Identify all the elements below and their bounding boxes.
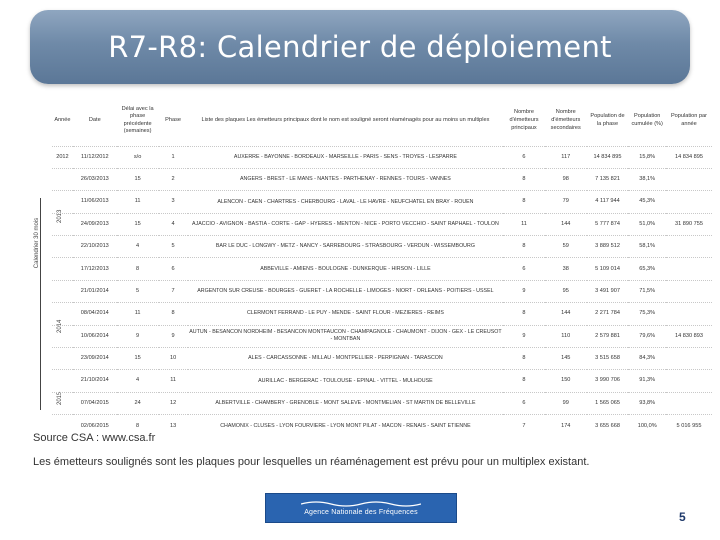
table-row — [52, 146, 712, 168]
side-bracket — [40, 198, 41, 410]
cell-annee — [52, 168, 73, 190]
cell-phase: 4 — [159, 213, 188, 235]
cell-delai: 15 — [117, 348, 159, 370]
cell-population-annee — [666, 191, 712, 213]
cell-population-cumulee: 15,8% — [628, 146, 666, 168]
cell-population-cumulee: 91,3% — [628, 370, 666, 392]
table-row — [52, 370, 712, 392]
cell-nb-secondaires: 79 — [545, 191, 587, 213]
cell-plaques: ABBEVILLE - AMIENS - BOULOGNE - DUNKERQUE - HIRSON - LILLE — [188, 258, 503, 280]
cell-population-cumulee: 75,3% — [628, 303, 666, 325]
cell-annee — [52, 280, 73, 302]
cell-nb-secondaires: 144 — [545, 213, 587, 235]
header-population-phase: Population de la phase — [590, 113, 625, 127]
cell-population-annee: 14 830 893 — [666, 325, 712, 347]
cell-population-cumulee: 38,1% — [628, 168, 666, 190]
cell-population-phase: 3 655 668 — [587, 415, 629, 437]
cell-delai: 9 — [117, 325, 159, 347]
cell-population-phase: 2 271 784 — [587, 303, 629, 325]
cell-nb-principaux: 8 — [503, 303, 545, 325]
cell-population-annee: 14 834 895 — [666, 146, 712, 168]
cell-delai: 11 — [117, 191, 159, 213]
cell-phase: 2 — [159, 168, 188, 190]
cell-nb-secondaires: 174 — [545, 415, 587, 437]
cell-population-phase: 3 491 907 — [587, 280, 629, 302]
header-nb-principaux: Nombre d'émetteurs principaux — [509, 109, 539, 131]
cell-annee — [52, 370, 73, 392]
cell-population-cumulee: 79,6% — [628, 325, 666, 347]
cell-phase: 13 — [159, 415, 188, 437]
year-label-2015: 2015 — [57, 391, 63, 405]
header-population-annee: Population par année — [670, 113, 708, 127]
cell-population-phase: 3 515 658 — [587, 348, 629, 370]
cell-population-cumulee: 51,0% — [628, 213, 666, 235]
cell-nb-secondaires: 117 — [545, 146, 587, 168]
cell-annee — [52, 213, 73, 235]
cell-date: 17/12/2013 — [73, 258, 117, 280]
table-row — [52, 213, 712, 235]
cell-nb-principaux: 9 — [503, 280, 545, 302]
cell-population-cumulee: 84,3% — [628, 348, 666, 370]
cell-date: 23/09/2014 — [73, 348, 117, 370]
cell-nb-principaux: 8 — [503, 370, 545, 392]
cell-annee: 2012 — [52, 146, 73, 168]
table-row — [52, 191, 712, 213]
cell-population-cumulee: 71,5% — [628, 280, 666, 302]
cell-population-phase: 5 109 014 — [587, 258, 629, 280]
cell-nb-secondaires: 144 — [545, 303, 587, 325]
cell-phase: 9 — [159, 325, 188, 347]
header-population-cumulee: Population cumulée (%) — [631, 113, 663, 127]
cell-population-phase: 5 777 874 — [587, 213, 629, 235]
cell-plaques: ALENCON - CAEN - CHARTRES - CHERBOURG - LAVAL - LE HAVRE - NEUFCHATEL EN BRAY - ROUEN — [188, 191, 503, 213]
slide-title: R7-R8: Calendrier de déploiement — [108, 30, 612, 64]
header-nb-secondaires: Nombre d'émetteurs secondaires — [550, 109, 581, 131]
cell-annee — [52, 303, 73, 325]
cell-annee — [52, 258, 73, 280]
cell-population-phase: 3 990 706 — [587, 370, 629, 392]
cell-nb-principaux: 6 — [503, 146, 545, 168]
cell-nb-secondaires: 150 — [545, 370, 587, 392]
cell-nb-principaux: 11 — [503, 213, 545, 235]
cell-delai: 8 — [117, 258, 159, 280]
cell-nb-principaux: 9 — [503, 325, 545, 347]
cell-plaques: BAR LE DUC - LONGWY - METZ - NANCY - SARREBOURG - STRASBOURG - VERDUN - WISSEMBOURG — [188, 236, 503, 258]
source-text: Source CSA : www.csa.fr — [33, 432, 156, 444]
cell-phase: 3 — [159, 191, 188, 213]
cell-phase: 12 — [159, 392, 188, 414]
cell-nb-secondaires: 38 — [545, 258, 587, 280]
header-delai: Délai avec la phase précédente (semaines) — [121, 105, 154, 135]
header-annee: Année — [54, 116, 71, 123]
table-row — [52, 168, 712, 190]
cell-plaques: CHAMONIX - CLUSES - LYON FOURVIERE - LYON MONT PILAT - MACON - RENAIS - SAINT ETIENNE — [188, 415, 503, 437]
cell-delai: 4 — [117, 370, 159, 392]
table-row — [52, 258, 712, 280]
cell-population-annee — [666, 348, 712, 370]
header-plaques: Liste des plaques Les émetteurs principaux dont le nom est souligné seront réaménagés pour au moins un multiplex — [201, 116, 490, 123]
cell-population-annee — [666, 370, 712, 392]
cell-date: 21/01/2014 — [73, 280, 117, 302]
cell-nb-secondaires: 95 — [545, 280, 587, 302]
cell-delai: s/o — [117, 146, 159, 168]
cell-nb-principaux: 8 — [503, 191, 545, 213]
cell-date: 10/06/2014 — [73, 325, 117, 347]
table-row — [52, 392, 712, 414]
cell-date: 08/04/2014 — [73, 303, 117, 325]
cell-phase: 8 — [159, 303, 188, 325]
cell-plaques: ALBERTVILLE - CHAMBERY - GRENOBLE - MONT SALEVE - MONTMELIAN - ST MARTIN DE BELLEVILLE — [188, 392, 503, 414]
cell-phase: 10 — [159, 348, 188, 370]
cell-plaques: ARGENTON SUR CREUSE - BOURGES - GUERET - LA ROCHELLE - LIMOGES - NIORT - ORLEANS - POITIERS - USSEL — [188, 280, 503, 302]
cell-population-annee — [666, 303, 712, 325]
wave-icon — [301, 500, 421, 508]
cell-phase: 5 — [159, 236, 188, 258]
cell-annee — [52, 392, 73, 414]
cell-population-phase: 1 565 065 — [587, 392, 629, 414]
cell-plaques: ALES - CARCASSONNE - MILLAU - MONTPELLIER - PERPIGNAN - TARASCON — [188, 348, 503, 370]
cell-delai: 15 — [117, 213, 159, 235]
cell-annee — [52, 236, 73, 258]
cell-nb-principaux: 7 — [503, 415, 545, 437]
cell-population-cumulee: 58,1% — [628, 236, 666, 258]
table-row — [52, 348, 712, 370]
cell-phase: 1 — [159, 146, 188, 168]
cell-delai: 5 — [117, 280, 159, 302]
cell-annee — [52, 325, 73, 347]
cell-phase: 7 — [159, 280, 188, 302]
cell-phase: 11 — [159, 370, 188, 392]
cell-plaques: CLERMONT FERRAND - LE PUY - MENDE - SAINT FLOUR - MEZIERES - REIMS — [188, 303, 503, 325]
cell-population-annee-2015: 5 016 955 — [666, 415, 712, 437]
table-row — [52, 303, 712, 325]
cell-delai: 8 — [117, 415, 159, 437]
cell-nb-secondaires: 59 — [545, 236, 587, 258]
cell-nb-principaux: 8 — [503, 348, 545, 370]
cell-population-phase: 4 117 944 — [587, 191, 629, 213]
cell-date: 11/06/2013 — [73, 191, 117, 213]
year-label-2013: 2013 — [57, 209, 63, 223]
anfr-logo — [265, 493, 457, 523]
cell-nb-secondaires: 110 — [545, 325, 587, 347]
cell-phase: 6 — [159, 258, 188, 280]
deployment-table-wrap — [52, 96, 712, 429]
year-label-2014: 2014 — [57, 319, 63, 333]
cell-nb-principaux: 6 — [503, 392, 545, 414]
side-label: Calendrier 30 mois — [34, 217, 40, 269]
cell-plaques: AJACCIO - AVIGNON - BASTIA - CORTE - GAP - HYERES - MENTON - NICE - PORTO VECCHIO - SAINT RAPHAEL - TOULON — [188, 213, 503, 235]
cell-annee — [52, 191, 73, 213]
cell-population-annee — [666, 392, 712, 414]
cell-nb-secondaires: 98 — [545, 168, 587, 190]
cell-date: 11/12/2012 — [73, 146, 117, 168]
note-text: Les émetteurs soulignés sont les plaques pour lesquelles un réaménagement est prévu pour un multiplex existant. — [33, 456, 590, 468]
table-row — [52, 236, 712, 258]
title-banner — [30, 10, 690, 84]
deployment-table — [52, 96, 712, 437]
cell-plaques: AUTUN - BESANCON NORDHEIM - BESANCON MONTFAUCON - CHAMPAGNOLE - CHAUMONT - DIJON - GEX - LE CREUSOT - MONTBAN — [188, 325, 503, 347]
cell-delai: 15 — [117, 168, 159, 190]
cell-plaques: AURILLAC - BERGERAC - TOULOUSE - EPINAL - VITTEL - MULHOUSE — [188, 370, 503, 392]
cell-population-annee: 31 890 755 — [666, 213, 712, 235]
cell-population-cumulee: 45,3% — [628, 191, 666, 213]
table-header-row — [52, 96, 712, 146]
cell-population-annee — [666, 280, 712, 302]
cell-nb-principaux: 8 — [503, 236, 545, 258]
cell-date: 24/09/2013 — [73, 213, 117, 235]
cell-population-phase: 7 135 821 — [587, 168, 629, 190]
cell-population-phase: 2 579 881 — [587, 325, 629, 347]
cell-nb-principaux: 6 — [503, 258, 545, 280]
page-number: 5 — [679, 510, 686, 524]
cell-date: 07/04/2015 — [73, 392, 117, 414]
cell-population-cumulee: 93,8% — [628, 392, 666, 414]
table-body — [52, 146, 712, 437]
cell-nb-secondaires: 145 — [545, 348, 587, 370]
table-row — [52, 280, 712, 302]
cell-population-cumulee: 65,3% — [628, 258, 666, 280]
cell-delai: 11 — [117, 303, 159, 325]
cell-delai: 24 — [117, 392, 159, 414]
cell-population-annee — [666, 236, 712, 258]
cell-nb-principaux: 8 — [503, 168, 545, 190]
cell-plaques: AUXERRE - BAYONNE - BORDEAUX - MARSEILLE - PARIS - SENS - TROYES - LESPARRE — [188, 146, 503, 168]
cell-date: 02/06/2015 — [73, 415, 117, 437]
logo-text: Agence Nationale des Fréquences — [304, 509, 418, 516]
cell-delai: 4 — [117, 236, 159, 258]
cell-date: 26/03/2013 — [73, 168, 117, 190]
header-date: Date — [88, 116, 101, 123]
cell-annee — [52, 348, 73, 370]
cell-population-annee — [666, 168, 712, 190]
header-phase: Phase — [165, 116, 182, 123]
cell-plaques: ANGERS - BREST - LE MANS - NANTES - PARTHENAY - RENNES - TOURS - VANNES — [188, 168, 503, 190]
cell-nb-secondaires: 99 — [545, 392, 587, 414]
cell-date: 22/10/2013 — [73, 236, 117, 258]
cell-population-annee — [666, 258, 712, 280]
cell-date: 21/10/2014 — [73, 370, 117, 392]
cell-population-cumulee: 100,0% — [628, 415, 666, 437]
table-row — [52, 325, 712, 347]
cell-population-phase: 14 834 895 — [587, 146, 629, 168]
cell-population-phase: 3 889 512 — [587, 236, 629, 258]
